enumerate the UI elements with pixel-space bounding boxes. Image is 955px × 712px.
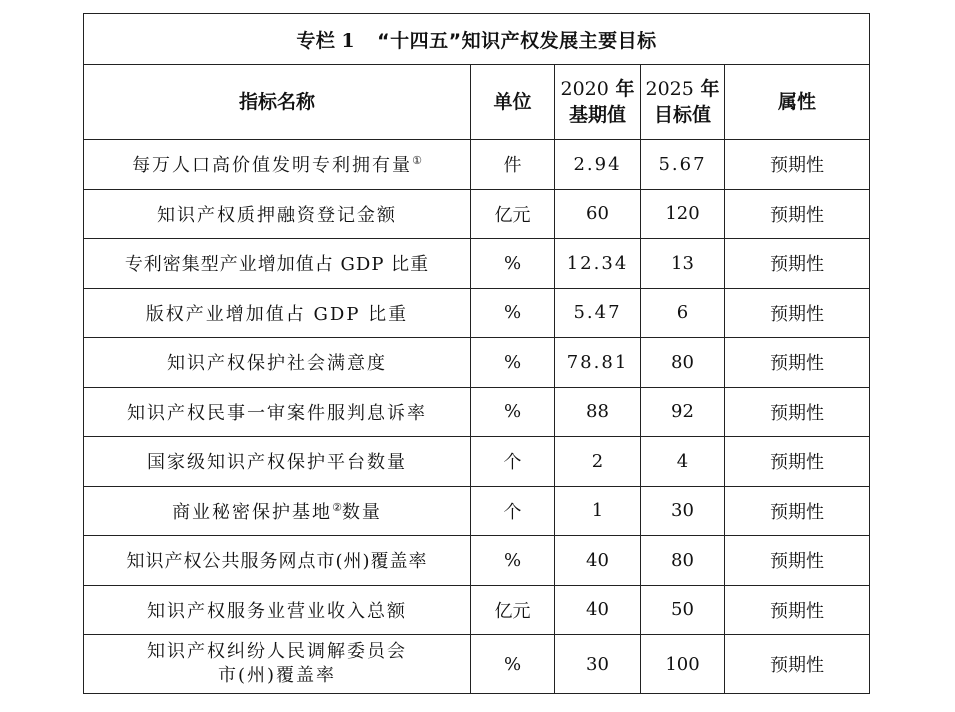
row-name: 版权产业增加值占 GDP 比重 — [84, 288, 471, 338]
table-row — [84, 635, 870, 694]
row-name: 知识产权服务业营业收入总额 — [84, 585, 471, 635]
footnote-marker: ② — [332, 500, 342, 514]
row-name: 商业秘密保护基地②数量 — [84, 486, 471, 536]
row-name: 国家级知识产权保护平台数量 — [84, 437, 471, 487]
table-row — [84, 437, 870, 487]
row-name: 知识产权纠纷人民调解委员会 市(州)覆盖率 — [84, 635, 471, 694]
table-row — [84, 239, 870, 289]
row-attribute: 预期性 — [725, 387, 870, 437]
row-target: 80 — [641, 536, 725, 586]
header-base-year: 2020 — [560, 78, 609, 100]
row-name: 知识产权民事一审案件服判息诉率 — [84, 387, 471, 437]
row-base: 12.34 — [555, 239, 641, 289]
targets-table — [83, 13, 870, 694]
row-base: 30 — [555, 635, 641, 694]
row-target: 4 — [641, 437, 725, 487]
row-name: 知识产权质押融资登记金额 — [84, 189, 471, 239]
row-base: 60 — [555, 189, 641, 239]
header-base — [555, 65, 641, 140]
row-target: 5.67 — [641, 140, 725, 190]
row-unit: % — [471, 387, 555, 437]
row-attribute: 预期性 — [725, 437, 870, 487]
row-target: 100 — [641, 635, 725, 694]
row-unit: 亿元 — [471, 585, 555, 635]
table-row — [84, 387, 870, 437]
header-attribute: 属性 — [725, 65, 870, 140]
table-row — [84, 189, 870, 239]
header-base-label: 基期值 — [568, 104, 626, 126]
row-attribute: 预期性 — [725, 585, 870, 635]
header-target — [641, 65, 725, 140]
row-unit: % — [471, 239, 555, 289]
title-prefix: 专栏 — [296, 29, 336, 52]
header-base-suffix: 年 — [615, 78, 635, 100]
row-base: 2 — [555, 437, 641, 487]
row-attribute: 预期性 — [725, 536, 870, 586]
row-attribute: 预期性 — [725, 486, 870, 536]
row-base: 5.47 — [555, 288, 641, 338]
row-attribute: 预期性 — [725, 189, 870, 239]
row-target: 120 — [641, 189, 725, 239]
row-base: 1 — [555, 486, 641, 536]
row-attribute: 预期性 — [725, 140, 870, 190]
header-name: 指标名称 — [84, 65, 471, 140]
row-attribute: 预期性 — [725, 635, 870, 694]
table-row — [84, 338, 870, 388]
row-name: 每万人口高价值发明专利拥有量① — [84, 140, 471, 190]
row-attribute: 预期性 — [725, 288, 870, 338]
row-base: 40 — [555, 585, 641, 635]
row-target: 6 — [641, 288, 725, 338]
table-title — [84, 14, 870, 65]
row-attribute: 预期性 — [725, 338, 870, 388]
table-row — [84, 140, 870, 190]
row-unit: 个 — [471, 437, 555, 487]
row-unit: 亿元 — [471, 189, 555, 239]
row-unit: % — [471, 635, 555, 694]
footnote-marker: ① — [412, 154, 422, 168]
title-text: “十四五”知识产权发展主要目标 — [377, 29, 657, 52]
row-target: 92 — [641, 387, 725, 437]
table-row — [84, 585, 870, 635]
row-base: 88 — [555, 387, 641, 437]
row-name: 知识产权公共服务网点市(州)覆盖率 — [84, 536, 471, 586]
header-unit: 单位 — [471, 65, 555, 140]
row-attribute: 预期性 — [725, 239, 870, 289]
table-row — [84, 536, 870, 586]
row-target: 13 — [641, 239, 725, 289]
row-base: 2.94 — [555, 140, 641, 190]
row-base: 40 — [555, 536, 641, 586]
row-unit: % — [471, 536, 555, 586]
header-target-year: 2025 — [645, 78, 694, 100]
row-name: 专利密集型产业增加值占 GDP 比重 — [84, 239, 471, 289]
row-unit: 个 — [471, 486, 555, 536]
header-target-label: 目标值 — [653, 104, 711, 126]
row-unit: % — [471, 288, 555, 338]
row-target: 50 — [641, 585, 725, 635]
header-target-suffix: 年 — [700, 78, 720, 100]
table-row — [84, 486, 870, 536]
row-name: 知识产权保护社会满意度 — [84, 338, 471, 388]
table-row — [84, 288, 870, 338]
row-unit: % — [471, 338, 555, 388]
row-base: 78.81 — [555, 338, 641, 388]
row-target: 80 — [641, 338, 725, 388]
title-number: 1 — [341, 29, 356, 52]
row-target: 30 — [641, 486, 725, 536]
row-unit: 件 — [471, 140, 555, 190]
